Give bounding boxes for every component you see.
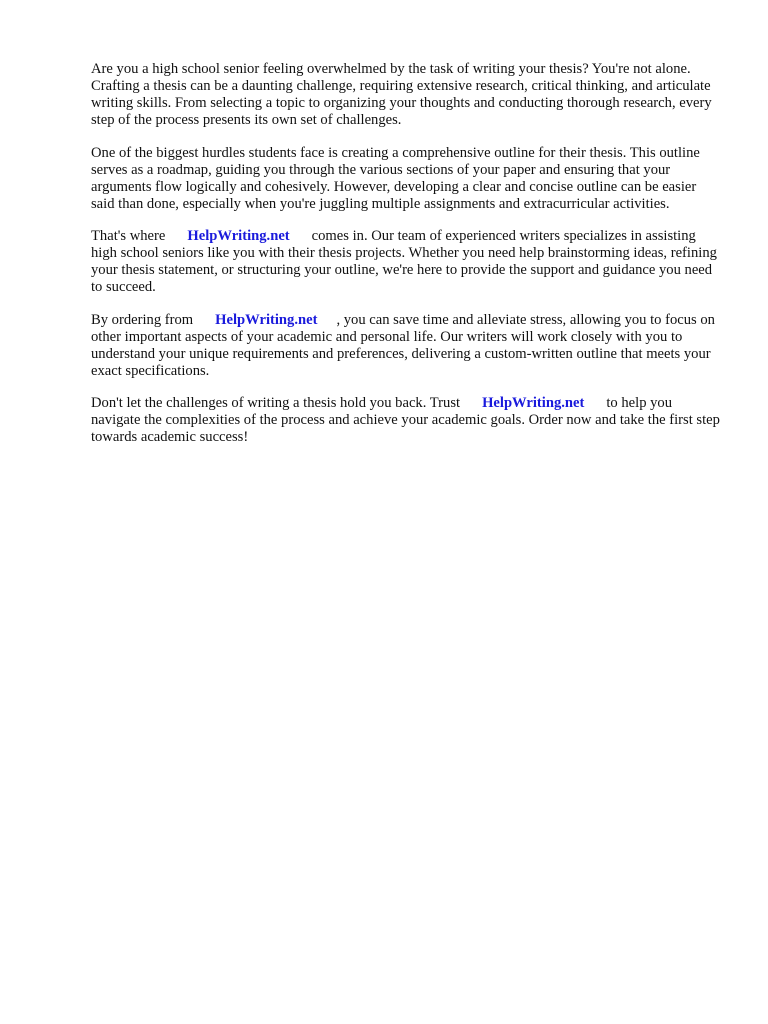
document-body	[91, 61, 723, 462]
paragraph-service-lead: That's where	[91, 228, 166, 244]
helpwriting-link-2[interactable]: HelpWriting.net	[215, 311, 318, 328]
helpwriting-link-1[interactable]: HelpWriting.net	[187, 228, 290, 244]
paragraph-closing-rest: to help you navigate the complexities of the process and achieve your academic goals. Order now and take the first step towards academic success!	[91, 395, 720, 445]
paragraph-closing	[91, 395, 723, 446]
paragraph-service-rest: comes in. Our team of experienced writers specializes in assisting high school seniors like you with their thesis projects. Whether you need help brainstorming ideas, refining your thesis statement, or structuring your outline, we're here to provide the support and guidance you need to succeed.	[91, 228, 717, 295]
paragraph-intro: Are you a high school senior feeling overwhelmed by the task of writing your thesis? You're not alone. Crafting a thesis can be a daunting challenge, requiring extensive research, critical thinking, and articulate writing skills. From selecting a topic to organizing your thoughts and conducting thorough research, every step of the process presents its own set of challenges.	[91, 61, 712, 128]
paragraph-ordering-rest: , you can save time and alleviate stress, allowing you to focus on other important aspects of your academic and personal life. Our writers will work closely with you to understand your unique requirements and preferences, delivering a custom-written outline that meets your exact specifications.	[91, 311, 715, 379]
paragraph-closing-lead: Don't let the challenges of writing a thesis hold you back. Trust	[91, 395, 461, 411]
paragraph-ordering	[91, 312, 723, 380]
paragraph-ordering-lead: By ordering from	[91, 311, 194, 328]
paragraph-outline: One of the biggest hurdles students face is creating a comprehensive outline for their thesis. This outline serves as a roadmap, guiding you through the various sections of your paper and ensuring that your arguments flow logically and cohesively. However, developing a clear and concise outline can be easier said than done, especially when you're juggling multiple assignments and extracurricular activities.	[91, 144, 700, 212]
paragraph-service	[91, 228, 723, 296]
helpwriting-link-3[interactable]: HelpWriting.net	[482, 395, 585, 411]
